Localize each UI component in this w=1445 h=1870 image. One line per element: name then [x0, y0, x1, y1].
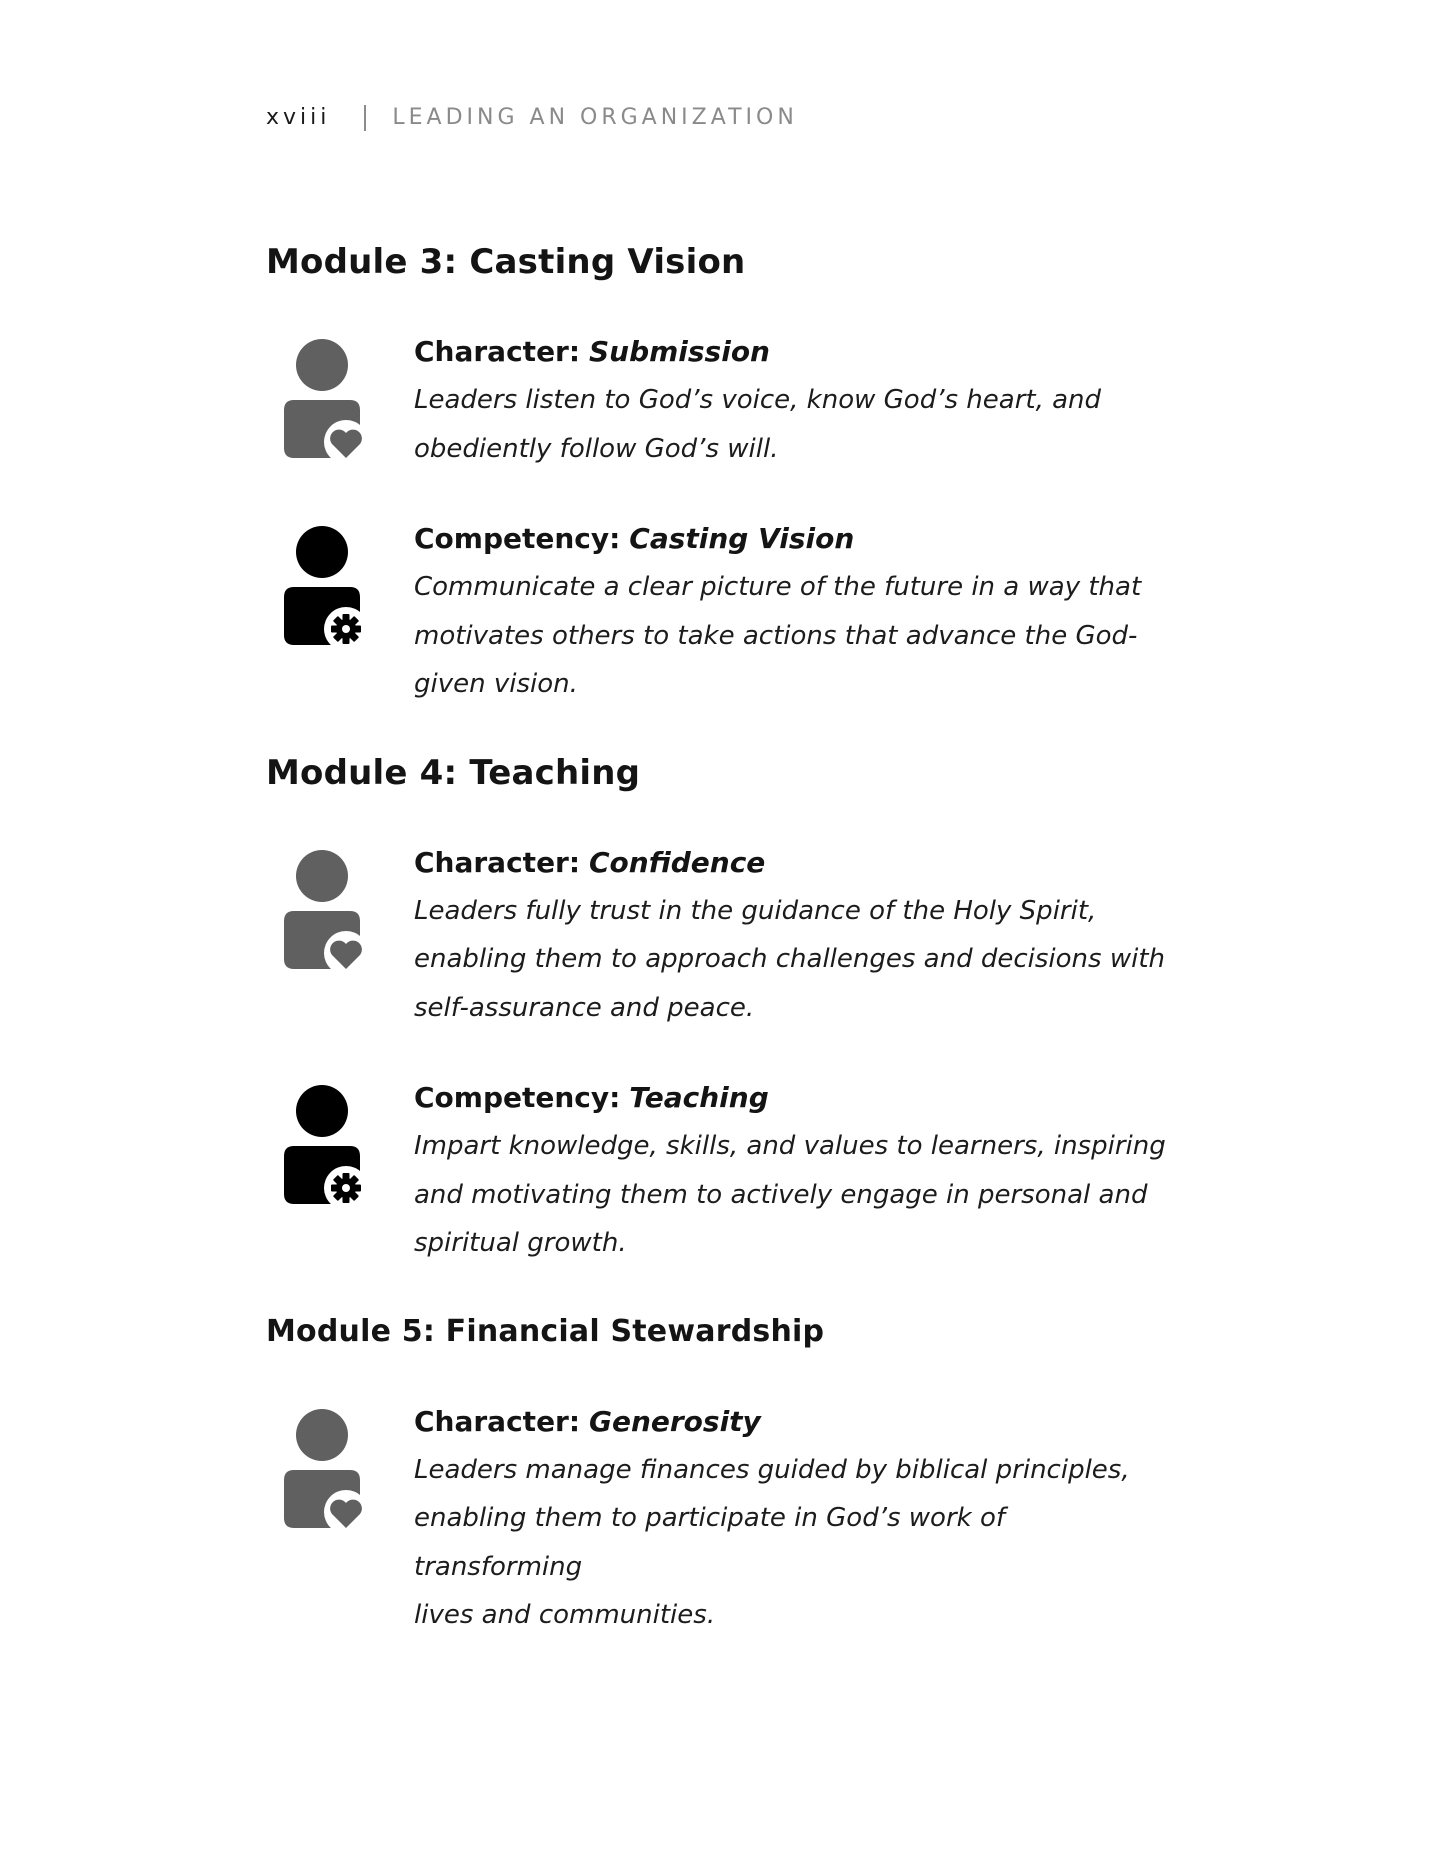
description-line: Leaders listen to God’s voice, know God’s heart, and: [414, 385, 1102, 415]
person-gear-icon: [282, 525, 368, 645]
module-title: Module 4: Teaching: [266, 752, 641, 793]
description-line: enabling them to approach challenges and decisions with: [414, 944, 1166, 974]
entry-kind: Competency:: [414, 522, 621, 555]
entry-description: [414, 1446, 1174, 1640]
description-line: Impart knowledge, skills, and values to learners, inspiring: [414, 1131, 1166, 1161]
entry-kind: Competency:: [414, 1081, 621, 1114]
description-line: given vision.: [414, 669, 578, 699]
entry-value: Confidence: [588, 845, 766, 879]
entry-value: Submission: [588, 335, 770, 368]
entry-description: [414, 563, 1174, 709]
description-line: self-assurance and peace.: [414, 992, 755, 1023]
entry-heading: [414, 328, 1266, 376]
entry-description: [414, 1122, 1174, 1268]
running-title: LEADING AN ORGANIZATION: [392, 105, 798, 130]
module-title: Module 3: Casting Vision: [266, 242, 746, 282]
entry-kind: Character:: [414, 335, 581, 368]
character-entry: [266, 839, 1266, 1033]
description-line: Leaders fully trust in the guidance of the Holy Spirit,: [414, 895, 1097, 926]
description-line: lives and communities.: [414, 1600, 716, 1630]
competency-entry: [266, 1074, 1266, 1268]
module-5: [266, 1302, 1266, 1640]
description-line: motivates others to take actions that advance the God-: [414, 620, 1138, 651]
module-4: [266, 743, 1266, 1268]
entry-value: Casting Vision: [629, 522, 855, 555]
entry-value: Generosity: [588, 1404, 761, 1438]
competency-entry: [266, 515, 1266, 709]
character-entry: [266, 1398, 1266, 1640]
entry-heading: [414, 1074, 1266, 1122]
module-3: [266, 232, 1266, 709]
person-heart-icon: [282, 338, 368, 458]
entry-heading: [414, 1398, 1266, 1446]
header-separator: [364, 105, 366, 131]
description-line: Communicate a clear picture of the future in a way that: [414, 572, 1142, 602]
description-line: obediently follow God’s will.: [414, 433, 779, 464]
character-entry: [266, 328, 1266, 473]
entry-description: [414, 887, 1174, 1033]
person-heart-icon: [282, 849, 368, 969]
person-gear-icon: [282, 1084, 368, 1204]
module-title: Module 5: Financial Stewardship: [266, 1313, 825, 1349]
entry-kind: Character:: [414, 845, 581, 879]
entry-value: Teaching: [629, 1081, 769, 1114]
description-line: and motivating them to actively engage in personal and: [414, 1179, 1148, 1210]
description-line: enabling them to participate in God’s work of transforming: [414, 1503, 1006, 1582]
entry-description: [414, 376, 1174, 473]
running-header: [266, 103, 798, 133]
entry-heading: [414, 515, 1266, 563]
description-line: Leaders manage finances guided by biblical principles,: [414, 1454, 1130, 1485]
page-number: xviii: [266, 105, 331, 130]
entry-heading: [414, 839, 1266, 887]
page-content: [266, 232, 1266, 1680]
entry-kind: Character:: [414, 1404, 581, 1438]
description-line: spiritual growth.: [414, 1228, 627, 1258]
person-heart-icon: [282, 1408, 368, 1528]
